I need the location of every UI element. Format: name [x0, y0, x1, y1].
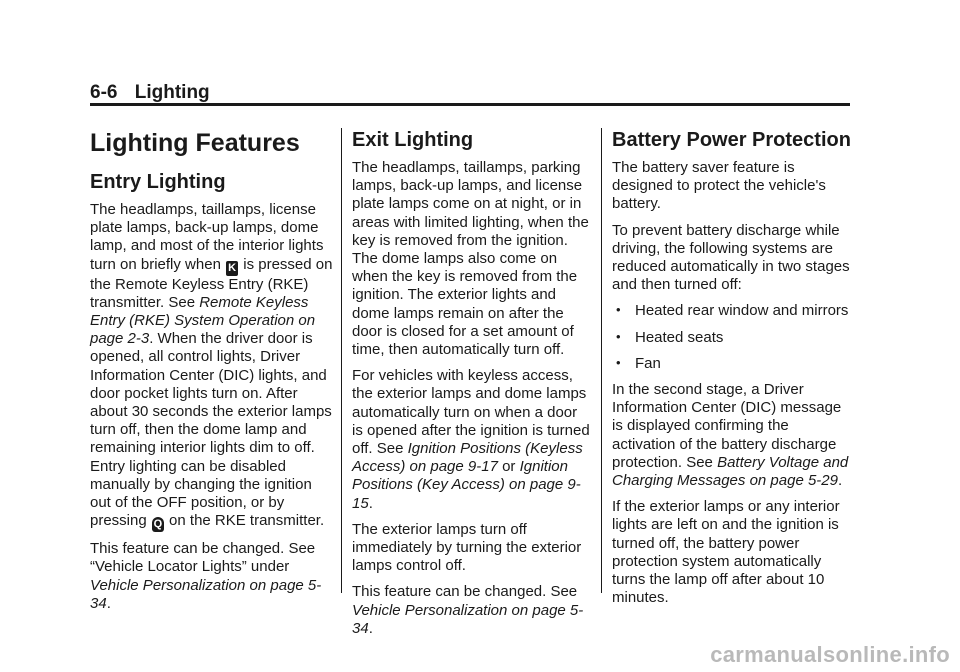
cross-reference-ignition-keyless[interactable]: Ignition Positions (Keyless Access) on page 9-17 [352, 440, 583, 476]
exit-lighting-paragraph-4: This feature can be changed. See Vehicle Personalization on page 5-34. [352, 583, 584, 637]
heading-exit-lighting: Exit Lighting [352, 129, 474, 151]
battery-paragraph-1: The battery saver feature is designed to protect the vehicle's battery. [612, 159, 826, 213]
bullet-icon: • [616, 354, 621, 370]
list-item: • Heated seats [616, 328, 724, 346]
page-header [90, 82, 850, 104]
unlock-key-icon: K [226, 261, 238, 276]
heading-battery-power-protection: Battery Power Protection [612, 129, 851, 151]
vehicle-locator-icon: Q [153, 518, 163, 531]
battery-paragraph-4: If the exterior lamps or any interior lights are left on and the ignition is turned off, the battery power protection system automatically turns the lamp off after about 10 minutes. [612, 498, 840, 607]
cross-reference-ignition-key[interactable]: Ignition Positions (Key Access) on page 9-15 [352, 458, 581, 512]
column-3 [612, 128, 852, 615]
bullet-icon: • [616, 328, 621, 344]
header-rule [90, 103, 850, 106]
page-title: Lighting Features [90, 129, 300, 157]
battery-paragraph-3: In the second stage, a Driver Information Center (DIC) message is displayed confirming the activation of the battery discharge protection. See Battery Voltage and Charging Messages on page 5-29. [612, 381, 849, 490]
entry-lighting-paragraph-1: The headlamps, taillamps, license plate lamps, back-up lamps, dome lamp, and most of the interior lights turn on briefly when K is pressed on the Remote Keyless Entry (RKE) transmitter. See Remote Keyless Entry (RKE) System Operation on page 2-3. When the driver door is opened, all control lights, Driver Information Center (DIC) lights, and door pocket lights turn on. After about 30 seconds the exterior lamps turn off, then the dome lamp and remaining interior lights dim to off. Entry lighting can be disabled manually by changing the ignition out of the OFF position, or by pressing Q on the RKE transmitter. [90, 201, 333, 531]
exit-lighting-paragraph-2: For vehicles with keyless access, the exterior lamps and dome lamps automatically turn on when a door is opened after the ignition is turned off. See Ignition Positions (Keyless Access) on page 9-17 or Ignition Positions (Key Access) on page 9-15. [352, 367, 590, 512]
cross-reference-battery-voltage[interactable]: Battery Voltage and Charging Messages on page 5-29 [612, 453, 849, 490]
list-item: • Fan [616, 354, 661, 372]
column-divider-2 [601, 128, 602, 593]
cross-reference-vehicle-personalization[interactable]: Vehicle Personalization on page 5-34 [90, 576, 322, 612]
watermark: carmanualsonline.info [710, 642, 950, 667]
exit-lighting-paragraph-1: The headlamps, taillamps, parking lamps, back-up lamps, and license plate lamps come on at night, or in areas with limited lighting, when the key is removed from the ignition. The dome lamps also come on when the key is removed from the ignition. The exterior lights and dome lamps remain on after the door is closed for a set amount of time, then automatically turn off. [352, 159, 589, 359]
cross-reference-rke[interactable]: Remote Keyless Entry (RKE) System Operation on page 2-3 [90, 293, 316, 348]
entry-lighting-paragraph-2: This feature can be changed. See “Vehicle Locator Lights” under Vehicle Personalization on page 5-34. [90, 540, 322, 612]
column-1 [90, 128, 335, 621]
exit-lighting-paragraph-3: The exterior lamps turn off immediately by turning the exterior lamps control off. [352, 520, 582, 575]
section-title: Lighting [134, 82, 210, 103]
heading-entry-lighting: Entry Lighting [90, 171, 226, 193]
cross-reference-vehicle-personalization-2[interactable]: Vehicle Personalization on page 5-34 [352, 601, 584, 637]
column-2 [352, 128, 592, 646]
column-divider-1 [341, 128, 342, 593]
page-number: 6-6 [90, 82, 118, 103]
list-item: • Heated rear window and mirrors [616, 302, 849, 320]
bullet-icon: • [616, 302, 621, 318]
battery-paragraph-2: To prevent battery discharge while driving, the following systems are reduced automatically in two stages and then turned off: [612, 221, 850, 294]
